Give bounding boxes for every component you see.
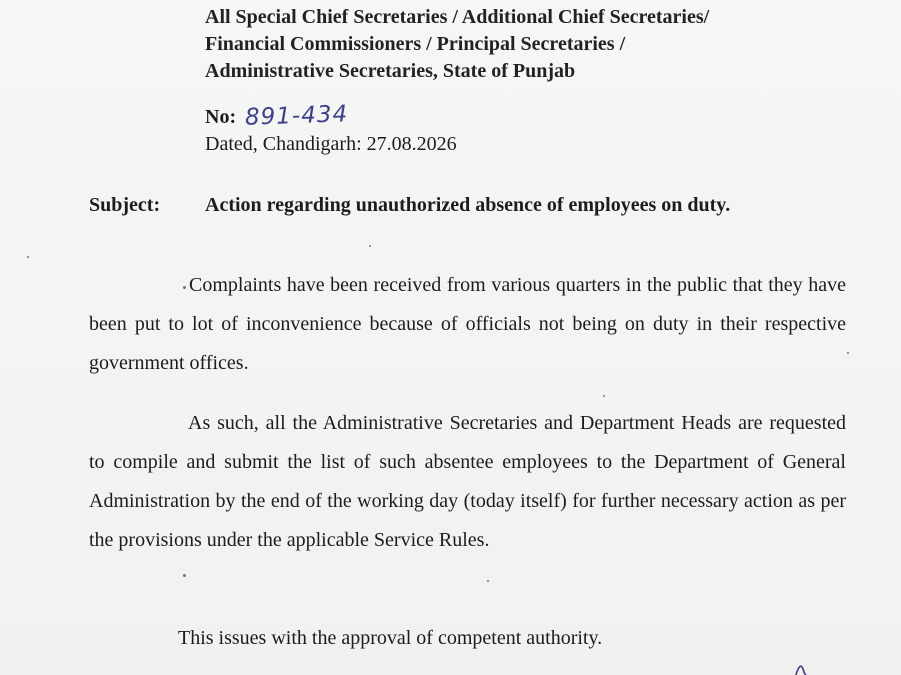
scan-speck bbox=[183, 574, 186, 577]
addressee-block bbox=[205, 4, 709, 85]
scan-speck bbox=[603, 395, 605, 397]
body-paragraph-1: Complaints have been received from various quarters in the public that they have been put to lot of inconvenience because of officials not being on duty in their respective government offices. bbox=[89, 274, 846, 374]
scan-speck bbox=[369, 245, 371, 247]
reference-number bbox=[205, 103, 348, 129]
subject-label: Subject: bbox=[89, 194, 161, 216]
closing-line: This issues with the approval of competent authority. bbox=[178, 627, 603, 649]
addressee-line-2: Financial Commissioners / Principal Secretaries / bbox=[205, 33, 626, 55]
scan-speck bbox=[183, 286, 186, 289]
scan-speck bbox=[847, 352, 849, 354]
subject-text: Action regarding unauthorized absence of employees on duty. bbox=[205, 194, 731, 216]
scan-speck bbox=[487, 580, 489, 582]
handwritten-reference-number: 891-434 bbox=[244, 101, 349, 131]
dated-line: Dated, Chandigarh: 27.08.2026 bbox=[205, 133, 457, 155]
reference-label: No: bbox=[205, 106, 237, 128]
addressee-line-3: Administrative Secretaries, State of Punjab bbox=[205, 60, 576, 82]
body-paragraph-2: As such, all the Administrative Secretaries and Department Heads are requested to compile and submit the list of such absentee employees to the Department of General Administration by the end of the working day (today itself) for further necessary action as per the provisions under the applicable Service Rules. bbox=[89, 412, 846, 551]
scan-speck bbox=[27, 256, 29, 258]
addressee-line-1: All Special Chief Secretaries / Additional Chief Secretaries/ bbox=[205, 6, 710, 28]
pen-mark-icon bbox=[792, 663, 810, 675]
